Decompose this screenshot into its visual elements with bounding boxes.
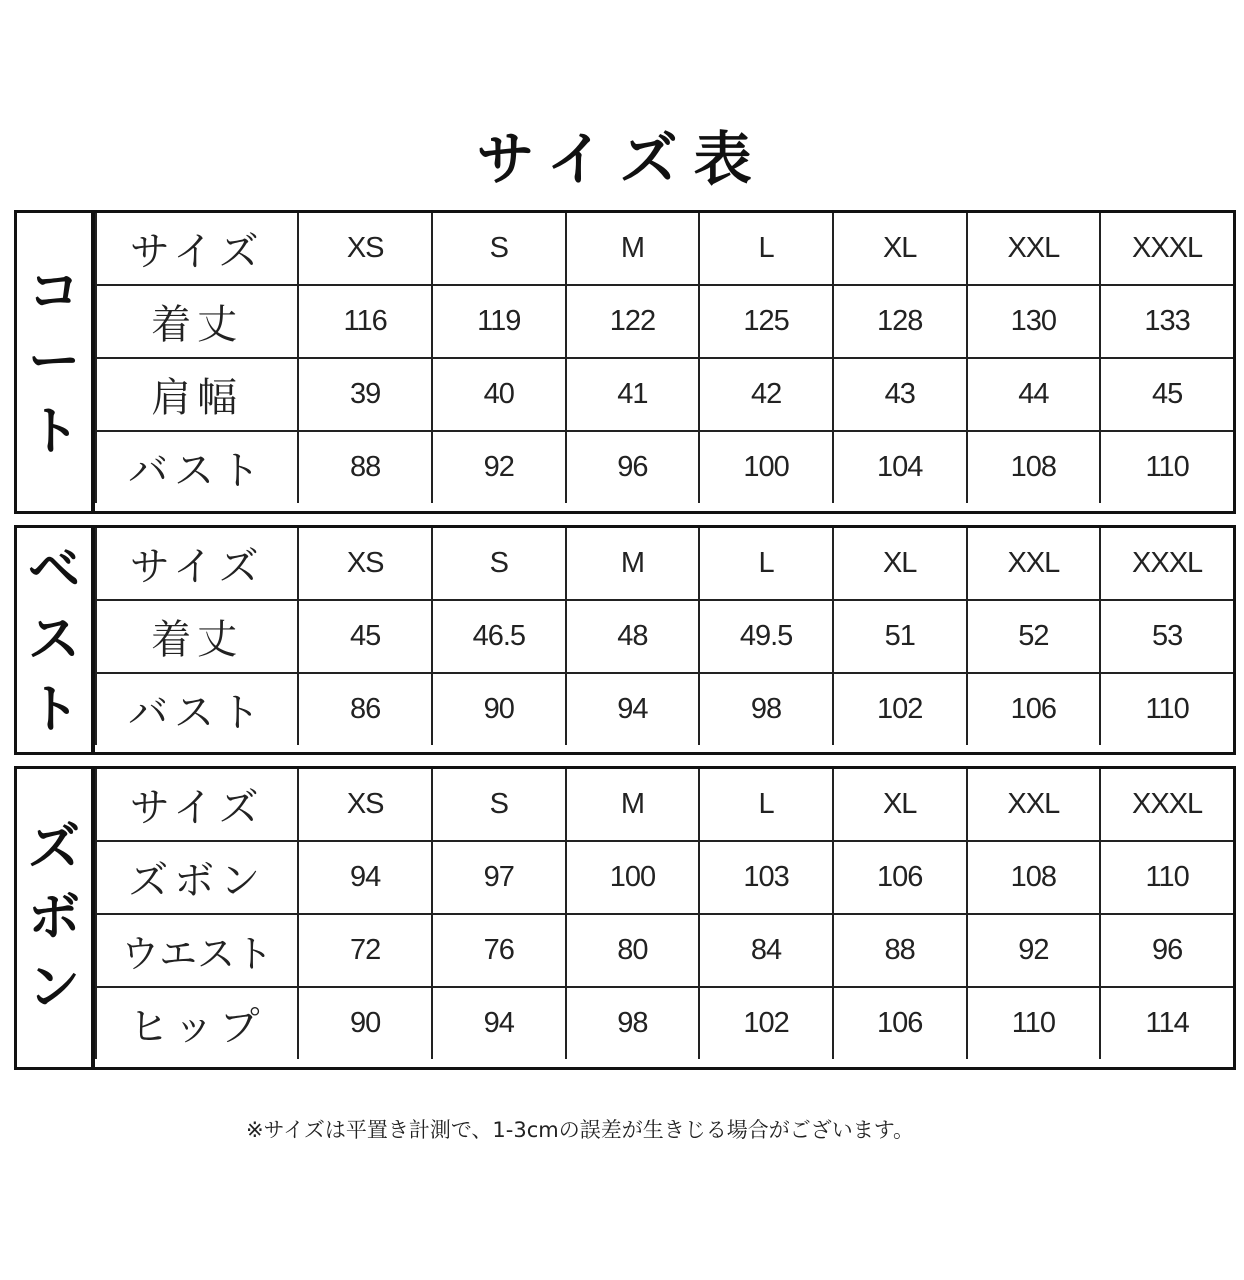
row-label: 着丈 — [96, 600, 298, 673]
pants-size-table — [14, 766, 1236, 1070]
value-cell: 49.5 — [699, 600, 833, 673]
value-cell: 133 — [1100, 285, 1233, 358]
value-cell: 41 — [566, 358, 700, 431]
value-cell: 110 — [1100, 673, 1233, 745]
row-label: ズボン — [96, 841, 298, 914]
size-cell: M — [566, 528, 700, 600]
size-cell: XS — [298, 528, 432, 600]
table-row — [96, 431, 1233, 503]
table-row — [96, 285, 1233, 358]
value-cell: 80 — [566, 914, 700, 987]
value-cell: 45 — [1100, 358, 1233, 431]
value-cell: 110 — [1100, 431, 1233, 503]
value-cell: 45 — [298, 600, 432, 673]
size-cell: S — [432, 528, 566, 600]
size-cell: M — [566, 213, 700, 285]
table-row — [96, 769, 1233, 841]
value-cell: 102 — [699, 987, 833, 1059]
size-cell: L — [699, 528, 833, 600]
pants-grid — [95, 769, 1233, 1059]
category-char: ー — [27, 331, 80, 392]
size-cell: M — [566, 769, 700, 841]
row-label: バスト — [96, 673, 298, 745]
size-cell: S — [432, 769, 566, 841]
value-cell: 88 — [833, 914, 967, 987]
table-row — [96, 914, 1233, 987]
size-cell: XL — [833, 213, 967, 285]
row-label: ヒップ — [96, 987, 298, 1059]
category-label-coat — [17, 213, 95, 511]
table-row — [96, 600, 1233, 673]
category-label-pants — [17, 769, 95, 1067]
value-cell: 110 — [967, 987, 1101, 1059]
vest-size-table — [14, 525, 1236, 755]
value-cell: 90 — [432, 673, 566, 745]
value-cell: 103 — [699, 841, 833, 914]
size-cell: L — [699, 769, 833, 841]
value-cell: 122 — [566, 285, 700, 358]
value-cell: 51 — [833, 600, 967, 673]
value-cell: 44 — [967, 358, 1101, 431]
value-cell: 119 — [432, 285, 566, 358]
value-cell: 128 — [833, 285, 967, 358]
value-cell: 100 — [699, 431, 833, 503]
value-cell: 53 — [1100, 600, 1233, 673]
value-cell: 97 — [432, 841, 566, 914]
category-char: ト — [27, 401, 80, 462]
row-label: 肩幅 — [96, 358, 298, 431]
measurement-note: ※サイズは平置き計測で、1-3cmの誤差が生きじる場合がございます。 — [245, 1118, 915, 1142]
coat-grid — [95, 213, 1233, 503]
value-cell: 40 — [432, 358, 566, 431]
table-row — [96, 358, 1233, 431]
category-char: ベ — [27, 539, 80, 600]
value-cell: 98 — [566, 987, 700, 1059]
value-cell: 76 — [432, 914, 566, 987]
size-cell: S — [432, 213, 566, 285]
value-cell: 108 — [967, 841, 1101, 914]
value-cell: 42 — [699, 358, 833, 431]
table-row — [96, 673, 1233, 745]
row-label: サイズ — [96, 213, 298, 285]
size-cell: XS — [298, 213, 432, 285]
value-cell: 86 — [298, 673, 432, 745]
value-cell: 92 — [967, 914, 1101, 987]
category-char: ボ — [27, 887, 80, 948]
category-char: ス — [27, 609, 80, 670]
size-cell: XXL — [967, 528, 1101, 600]
value-cell: 52 — [967, 600, 1101, 673]
value-cell: 106 — [833, 841, 967, 914]
value-cell: 90 — [298, 987, 432, 1059]
size-cell: XXXL — [1100, 213, 1233, 285]
value-cell: 106 — [833, 987, 967, 1059]
value-cell: 39 — [298, 358, 432, 431]
value-cell: 88 — [298, 431, 432, 503]
size-cell: XS — [298, 769, 432, 841]
value-cell: 92 — [432, 431, 566, 503]
category-char: ズ — [27, 817, 80, 878]
category-label-vest — [17, 528, 95, 752]
value-cell: 46.5 — [432, 600, 566, 673]
value-cell: 106 — [967, 673, 1101, 745]
value-cell: 110 — [1100, 841, 1233, 914]
size-cell: XXXL — [1100, 769, 1233, 841]
value-cell: 43 — [833, 358, 967, 431]
value-cell: 48 — [566, 600, 700, 673]
row-label: 着丈 — [96, 285, 298, 358]
value-cell: 94 — [432, 987, 566, 1059]
category-char: コ — [27, 261, 80, 322]
value-cell: 102 — [833, 673, 967, 745]
value-cell: 104 — [833, 431, 967, 503]
table-row — [96, 213, 1233, 285]
value-cell: 96 — [566, 431, 700, 503]
size-cell: XL — [833, 769, 967, 841]
row-label: バスト — [96, 431, 298, 503]
table-row — [96, 841, 1233, 914]
category-char: ン — [27, 957, 80, 1018]
value-cell: 130 — [967, 285, 1101, 358]
value-cell: 72 — [298, 914, 432, 987]
size-cell: XL — [833, 528, 967, 600]
table-row — [96, 987, 1233, 1059]
size-cell: L — [699, 213, 833, 285]
page-title: サイズ表 — [476, 125, 768, 193]
table-row — [96, 528, 1233, 600]
value-cell: 114 — [1100, 987, 1233, 1059]
value-cell: 98 — [699, 673, 833, 745]
vest-grid — [95, 528, 1233, 745]
value-cell: 96 — [1100, 914, 1233, 987]
coat-size-table — [14, 210, 1236, 514]
value-cell: 84 — [699, 914, 833, 987]
value-cell: 108 — [967, 431, 1101, 503]
size-cell: XXL — [967, 769, 1101, 841]
category-char: ト — [27, 679, 80, 740]
size-cell: XXXL — [1100, 528, 1233, 600]
value-cell: 125 — [699, 285, 833, 358]
value-cell: 94 — [566, 673, 700, 745]
value-cell: 116 — [298, 285, 432, 358]
value-cell: 94 — [298, 841, 432, 914]
size-cell: XXL — [967, 213, 1101, 285]
row-label: サイズ — [96, 769, 298, 841]
row-label: サイズ — [96, 528, 298, 600]
value-cell: 100 — [566, 841, 700, 914]
row-label: ウエスト — [96, 914, 298, 987]
